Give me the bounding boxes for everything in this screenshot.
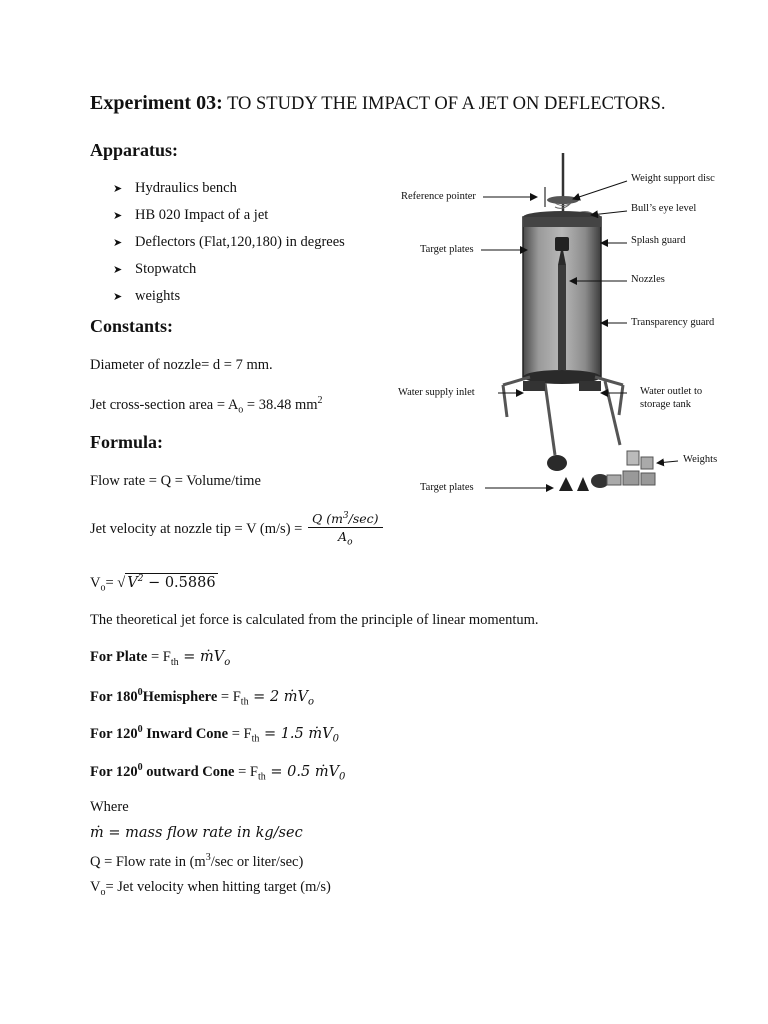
arrow-bullet-icon: ➤	[113, 237, 123, 249]
label-splash-guard: Splash guard	[631, 235, 686, 246]
target-plates	[547, 455, 609, 491]
arrow-bullet-icon: ➤	[113, 264, 123, 276]
label-weights: Weights	[683, 454, 718, 465]
where-label: Where	[90, 799, 129, 815]
list-item: ➤ HB 020 Impact of a jet	[113, 207, 269, 223]
flow-rate-formula: Flow rate = Q = Volume/time	[90, 473, 261, 489]
apparatus-stand	[503, 377, 623, 455]
label-nozzles: Nozzles	[631, 274, 665, 285]
list-item: ➤ Deflectors (Flat,120,180) in degrees	[113, 234, 345, 250]
velocity-fraction: $\frac{Q (m^3/\sec)}{A_o}$	[308, 511, 383, 548]
arrow-bullet-icon: ➤	[113, 210, 123, 222]
label-weight-support-disc: Weight support disc	[631, 173, 715, 184]
apparatus-heading: Apparatus:	[90, 140, 179, 160]
label-target-plates-bottom: Target plates	[420, 482, 474, 493]
label-water-outlet: Water outlet to	[640, 386, 703, 397]
apparatus-top	[545, 153, 593, 219]
q-definition: Q = Flow rate in ($m^3/\sec$ or liter/sec)	[90, 852, 304, 870]
arrow-bullet-icon: ➤	[113, 183, 123, 195]
vo-formula: $V_o=$ √ $V^2 - 0.5886$	[90, 574, 216, 594]
label-reference-pointer: Reference pointer	[401, 191, 476, 202]
jet-velocity-formula: Jet velocity at nozzle tip = V (m/s) = $\frac{Q (m^3/\sec)}{A_o}$	[90, 511, 383, 548]
list-item: ➤ Stopwatch	[113, 261, 197, 277]
jet-area: Jet cross-section area = $A_o = 38.48$ $mm^2$	[90, 395, 323, 416]
hemisphere-formula: For $180^0Hemisphere = F_{th} = 2$ ṁV$_o$	[90, 687, 315, 708]
label-bulls-eye-level: Bull’s eye level	[631, 203, 697, 214]
page-title	[90, 92, 666, 115]
experiment-title: TO STUDY THE IMPACT OF A JET ON DEFLECTORS.	[227, 94, 666, 114]
weights	[607, 451, 655, 485]
inward-cone-formula: For $120^0$ Inward Cone = $F_{th} = 1.5$ ṁV$_0$	[90, 724, 339, 745]
constants-heading: Constants:	[90, 316, 174, 336]
label-storage-tank: storage tank	[640, 399, 692, 410]
outward-cone-formula: For $120^0$ outward Cone = $F_{th} = 0.5$ ṁV$_0$	[90, 762, 346, 783]
experiment-number: Experiment 03:	[90, 92, 223, 114]
vo-definition: $V_o=$ Jet velocity when hitting target (m/s)	[90, 879, 331, 898]
label-water-supply-inlet: Water supply inlet	[398, 387, 475, 398]
plate-formula: For Plate = $F_{th}$ = ṁV$_o$	[90, 649, 231, 668]
label-transparency-guard: Transparency guard	[631, 317, 715, 328]
nozzle-diameter: Diameter of nozzle= d = 7 mm.	[90, 357, 273, 373]
arrow-bullet-icon: ➤	[113, 291, 123, 303]
list-item: ➤ Hydraulics bench	[113, 180, 237, 196]
list-item: ➤ weights	[113, 288, 181, 304]
momentum-sentence: The theoretical jet force is calculated from the principle of linear momentum.	[90, 612, 539, 628]
mdot-definition: ṁ = mass flow rate in kg/sec	[90, 825, 303, 841]
formula-heading: Formula:	[90, 432, 163, 452]
label-target-plates-top: Target plates	[420, 244, 474, 255]
